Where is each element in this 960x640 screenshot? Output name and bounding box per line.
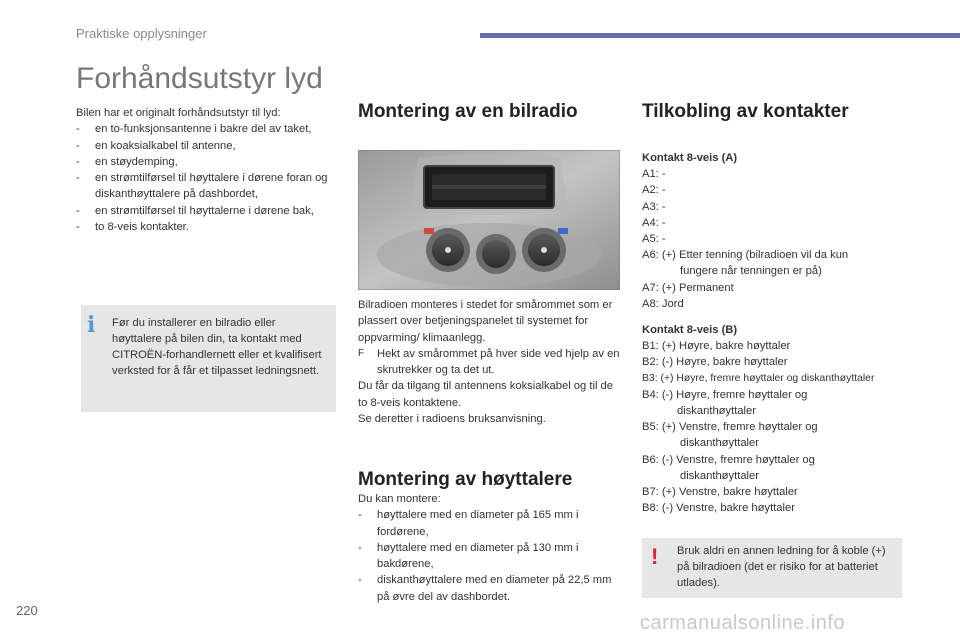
contact-row-cont: diskanthøyttaler	[680, 469, 759, 482]
list-item: - diskanthøyttalere med en diameter på 22,5 mm på øvre del av dashbordet.	[358, 572, 623, 605]
contacts-section	[642, 150, 902, 516]
intro-lead: Bilen har et originalt forhåndsutstyr til lyd:	[76, 107, 281, 119]
contact-row: A2: -	[642, 184, 666, 197]
speakers-lead: Du kan montere:	[358, 493, 441, 505]
contact-b-title: Kontakt 8-veis (B)	[642, 324, 738, 337]
bullet-text: Hekt av smårommet på hver side ved hjelp av en skrutrekker og ta det ut.	[377, 347, 620, 377]
list-item: - høyttalere med en diameter på 165 mm i fordørene,	[358, 507, 623, 540]
section-header: Praktiske opplysninger	[76, 26, 207, 41]
contact-row: A5: -	[642, 233, 666, 246]
contact-row-cont: diskanthøyttaler	[677, 405, 756, 418]
list-item: - en støydemping,	[76, 154, 336, 170]
contact-row: A4: -	[642, 216, 666, 229]
bullet-mark: F	[358, 347, 365, 359]
contact-row: B8: (-) Venstre, bakre høyttaler	[642, 502, 795, 515]
radio-paragraph: Bilradioen monteres i stedet for smårommet som er plassert over betjeningspanelet til systemet for oppvarming/ klimaanlegg.	[358, 299, 613, 344]
contacts-heading: Tilkobling av kontakter	[642, 101, 849, 122]
exclamation-icon: !	[651, 544, 659, 569]
intro-list	[76, 121, 336, 235]
list-item: - en koaksialkabel til antenne,	[76, 138, 336, 154]
radio-text	[358, 297, 623, 427]
contact-row: B4: (-) Høyre, fremre høyttaler og	[642, 388, 808, 401]
contact-row: A1: -	[642, 168, 666, 181]
radio-heading: Montering av en bilradio	[358, 101, 578, 122]
contact-row: A6: (+) Etter tenning (bilradioen vil da kun	[642, 249, 849, 262]
speakers-list	[358, 507, 623, 605]
list-item: - en to-funksjonsantenne i bakre del av taket,	[76, 121, 336, 137]
list-item: - en strømtilførsel til høyttalere i dørene foran og diskanthøyttalere på dashbordet,	[76, 170, 336, 203]
contact-row: A7: (+) Permanent	[642, 281, 734, 294]
info-text: Før du installerer en bilradio eller høyttalere på bilen din, ta kontakt med CITROËN-forhandlernett eller et kvalifisert verksted for å får et tilpasset ledningsnett.	[112, 317, 322, 377]
radio-bullet	[358, 346, 623, 379]
radio-console-image	[358, 150, 620, 290]
contact-row: B3: (+) Høyre, fremre høyttaler og diskanthøyttaler	[642, 372, 875, 384]
contact-row-cont: diskanthøyttaler	[680, 437, 759, 450]
contact-a-title: Kontakt 8-veis (A)	[642, 152, 738, 164]
speakers-section	[358, 491, 623, 605]
intro-section	[76, 105, 336, 235]
contact-row: A3: -	[642, 200, 666, 213]
list-item: - høyttalere med en diameter på 130 mm i bakdørene,	[358, 540, 623, 573]
warning-text: Bruk aldri en annen ledning for å koble (+) på bilradioen (det er risiko for at batteriet utlades).	[677, 545, 886, 589]
speakers-heading: Montering av høyttalere	[358, 469, 573, 490]
contact-row: B1: (+) Høyre, bakre høyttaler	[642, 340, 791, 353]
contact-row: B6: (-) Venstre, fremre høyttaler og	[642, 453, 815, 466]
radio-paragraph: Se deretter i radioens bruksanvisning.	[358, 413, 546, 426]
list-item: - to 8-veis kontakter.	[76, 219, 336, 235]
contact-row: B2: (-) Høyre, bakre høyttaler	[642, 356, 788, 369]
page-title: Forhåndsutstyr lyd	[76, 62, 323, 95]
contact-row-cont: fungere når tenningen er på)	[680, 265, 822, 278]
contact-row: A8: Jord	[642, 297, 684, 310]
contact-row: B7: (+) Venstre, bakre høyttaler	[642, 486, 798, 499]
page-number: 220	[16, 603, 38, 618]
contact-row: B5: (+) Venstre, fremre høyttaler og	[642, 421, 818, 434]
watermark: carmanualsonline.info	[640, 612, 846, 634]
radio-paragraph: Du får da tilgang til antennens koksialkabel og til de to 8-veis kontaktene.	[358, 380, 613, 409]
info-icon: i	[87, 312, 96, 338]
list-item: - en strømtilførsel til høyttalerne i dørene bak,	[76, 203, 336, 219]
header-bar	[480, 33, 960, 38]
